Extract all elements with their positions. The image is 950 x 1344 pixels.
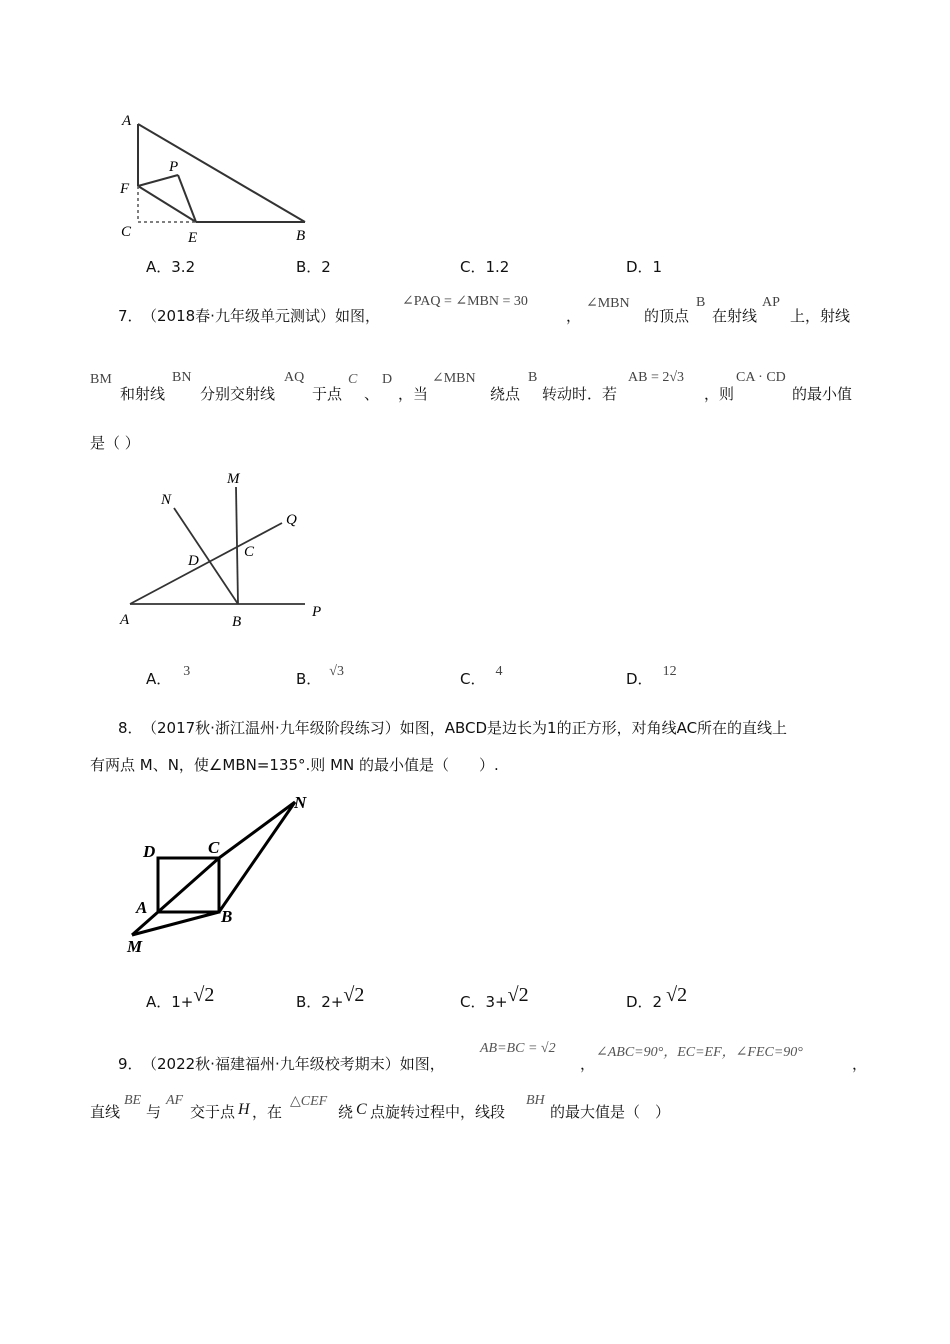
option-c[interactable]: C． 4	[460, 664, 503, 688]
option-a[interactable]: A．3.2	[146, 258, 196, 276]
q9-sep: ，	[580, 1055, 596, 1073]
q9-text: 点旋转过程中，线段	[370, 1103, 506, 1121]
label-c: C	[208, 838, 220, 857]
q7-math-aq: AQ	[284, 370, 305, 385]
q7-math-angles: ∠PAQ = ∠MBN = 30	[402, 294, 528, 309]
q7-text: 在射线	[712, 307, 758, 325]
q9-text: 直线	[90, 1103, 121, 1121]
label-a: A	[120, 612, 130, 628]
q7-math-ap: AP	[762, 295, 780, 310]
option-c[interactable]: C．3+√2	[460, 984, 529, 1011]
q7-math-bm: BM	[90, 372, 112, 387]
label-d: D	[143, 842, 156, 861]
q7-math-cacd: CA · CD	[736, 370, 786, 385]
q9-math-af: AF	[166, 1093, 184, 1108]
q8-line1: （2017秋·浙江温州·九年级阶段练习）如图，ABCD是边长为1的正方形，对角线AC所在的直线上	[142, 719, 788, 737]
label-b: B	[232, 614, 242, 630]
q9-math-h: H	[238, 1101, 250, 1118]
q7-sep: ，	[566, 307, 582, 325]
q7-math-b2: B	[528, 370, 538, 385]
q7-text: 分别交射线	[200, 385, 276, 403]
option-d[interactable]: D． 12	[626, 664, 677, 688]
q7-math-c: C	[348, 372, 358, 387]
q7-text: 是（ ）	[90, 434, 140, 452]
label-n: N	[161, 492, 172, 508]
label-c: C	[121, 224, 132, 240]
label-q: Q	[286, 512, 297, 528]
label-b: B	[221, 907, 233, 926]
q7-text: 的顶点	[644, 307, 690, 325]
q7-math-ab: AB = 2√3	[628, 370, 685, 385]
option-a[interactable]: A．1+√2	[146, 984, 215, 1011]
option-c[interactable]: C．1.2	[460, 258, 510, 276]
label-f: F	[120, 181, 130, 197]
q9-text: 与	[146, 1103, 162, 1121]
label-d: D	[188, 553, 199, 569]
q9-math-be: BE	[124, 1093, 142, 1108]
option-b[interactable]: B． √3	[296, 664, 344, 688]
q7-text: 于点	[312, 385, 343, 403]
option-b[interactable]: B．2+√2	[296, 984, 365, 1011]
q9-math-c: C	[356, 1101, 367, 1118]
figure-q6	[110, 108, 330, 248]
label-a: A	[122, 113, 132, 129]
q9-text: 绕	[338, 1103, 354, 1121]
option-b[interactable]: B．2	[296, 258, 331, 276]
q7-text: ，当	[398, 385, 429, 403]
q9-text: ，在	[252, 1103, 283, 1121]
label-a: A	[136, 898, 148, 917]
label-m: M	[227, 471, 240, 487]
figure-q8	[120, 790, 320, 960]
q7-math-mbn2: ∠MBN	[432, 371, 476, 386]
option-d[interactable]: D．1	[626, 258, 663, 276]
q7-text: 、	[364, 385, 380, 403]
q9-number: 9．	[118, 1055, 143, 1073]
label-e: E	[188, 230, 198, 246]
q7-text: 和射线	[120, 385, 166, 403]
label-p: P	[169, 159, 179, 175]
label-m: M	[127, 937, 143, 956]
q7-text: 绕点	[490, 385, 521, 403]
q7-text: 上，射线	[790, 307, 851, 325]
q9-math-cef: △CEF	[290, 1094, 328, 1109]
q7-math-bn: BN	[172, 370, 192, 385]
q7-text: ，则	[704, 385, 735, 403]
figure-q7	[110, 462, 340, 632]
q7-math-b: B	[696, 295, 706, 310]
q7-text: 的最小值	[792, 385, 853, 403]
q7-math-mbn: ∠MBN	[586, 296, 630, 311]
q9-sep: ，	[852, 1055, 868, 1073]
q7-math-d: D	[382, 372, 393, 387]
q9-math-abbc: AB=BC = √2	[480, 1041, 556, 1056]
option-a[interactable]: A． 3	[146, 664, 191, 688]
q7-text: 转动时．若	[542, 385, 618, 403]
q8-line2: 有两点 M、N，使∠MBN=135°.则 MN 的最小值是（ ）.	[90, 756, 499, 774]
q9-text: 的最大值是（ ）	[550, 1103, 671, 1121]
label-n: N	[294, 793, 307, 812]
q9-math-conditions: ∠ABC=90°，EC=EF，∠FEC=90°	[596, 1045, 803, 1060]
q9-source: （2022秋·福建福州·九年级校考期末）如图，	[142, 1055, 445, 1073]
q9-text: 交于点	[190, 1103, 236, 1121]
label-b: B	[296, 228, 306, 244]
option-d[interactable]: D．2 √2	[626, 984, 688, 1011]
q9-math-bh: BH	[526, 1093, 545, 1108]
q7-number: 7．	[118, 307, 143, 325]
q8-number: 8．	[118, 719, 143, 737]
label-p: P	[312, 604, 322, 620]
label-c: C	[244, 544, 255, 560]
q7-source: （2018春·九年级单元测试）如图，	[142, 307, 380, 325]
